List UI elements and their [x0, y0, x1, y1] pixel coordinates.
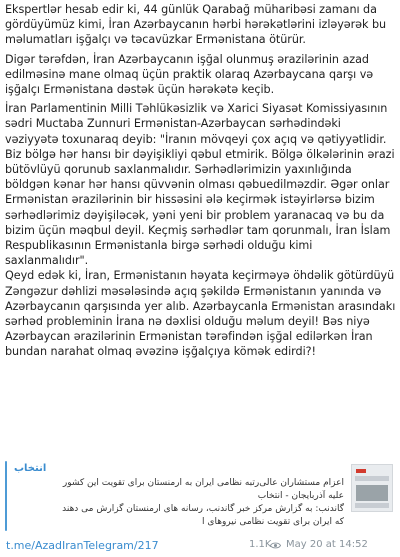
preview-line: که ایران برای تقویت نظامی نیروهای ا — [202, 517, 344, 527]
thumbnail-caption — [355, 503, 389, 508]
preview-source: انتخاب — [14, 463, 47, 474]
message-paragraph-3: İran Parlamentinin Milli Təhlükəsizlik və Xarici Siyasət Komissiyasının sədri Muctaba Zunnuri Ermənistan-Azərbaycan sərhədindəki vəziyyətə toxunaraq deyib: "İranın mövqeyi çox açıq və qətiyyətlidir. Biz bölgə hər hansı bir dəyişikliyi qəbul etmirik. Bölgə ölkələrinin ərazi bütövlüyü qorunub saxlanmalıdır. Sərhədlərimizin yaxınlığında böldgən kənar hər hansı qüvvənin olması qəbuedilməzdir. Əgər onlar Ermənistan ərazilərinin bir hissəsini ələ keçirmək istəyirlərsə bizim sərhədlərimiz dəyişiləcək, yəni yeni bir problem yaranacaq və bu da bizim üçün məqbul deyil. Keçmiş sərhədlər tam qorunmalı, İran İslam Respublikasının Ermənistanla birgə sərhədi olduğu kimi saxlanmalıdır". — [5, 102, 395, 268]
view-count: 1.1K — [249, 539, 272, 550]
eye-icon — [270, 541, 281, 550]
preview-line: علیه آذربایجان - انتخاب — [257, 491, 344, 501]
preview-body — [14, 477, 344, 529]
thumbnail-headline — [355, 476, 389, 481]
thumbnail-photo — [356, 485, 388, 501]
preview-line: گاندنب: به گزارش مرکز خبر گاندنب، رسانه های ارمنستان گزارش می دهند — [62, 504, 344, 514]
post-link[interactable]: t.me/AzadIranTelegram/217 — [6, 539, 159, 552]
preview-thumbnail[interactable] — [351, 464, 393, 512]
preview-line: اعزام مستشاران عالی‌رتبه نظامی ایران به ارمنستان برای تقویت این کشور — [62, 478, 344, 488]
message-footer — [0, 537, 400, 557]
post-time: May 20 at 14:52 — [286, 539, 368, 550]
message-text — [5, 2, 397, 360]
message-paragraph-2: Digər tərəfdən, İran Azərbaycanın işğal olunmuş ərazilərinin azad edilməsinə mane olmaq üçün praktik olaraq Azərbaycana qarşı və işğalçı Ermənistana dəstək üçün hərəkətə keçib. — [5, 52, 374, 97]
preview-accent-bar — [5, 461, 7, 531]
thumbnail-logo — [356, 469, 366, 473]
message-paragraph-4: Qeyd edək ki, İran, Ermənistanın həyata keçirməyə öhdəlik götürdüyü Zəngəzur dəhlizi məsələsində açıq şəkildə Ermənistanın yanında və Azərbaycanın qarşısında yer alıb. Azərbaycanla Ermənistan arasındakı sərhəd probleminin İrana nə dəxlisi olduğu məlum deyil! Bəs niyə Azərbaycan ərazilərinin Ermənistan tərəfindən işğal edilərkən İran bundan narahat olmaq əvəzinə işğalçıya kömək edirdi?! — [5, 269, 396, 359]
link-preview-card[interactable] — [5, 461, 393, 531]
message-paragraph-1: Ekspertlər hesab edir ki, 44 günlük Qarabağ müharibəsi zamanı da gördüyümüz kimi, İran Azərbaycanın hərbi hərəkətlərini izləyərək bu məlumatları işğalçı və təcavüzkar Ermənistana ötürür. — [5, 3, 387, 47]
